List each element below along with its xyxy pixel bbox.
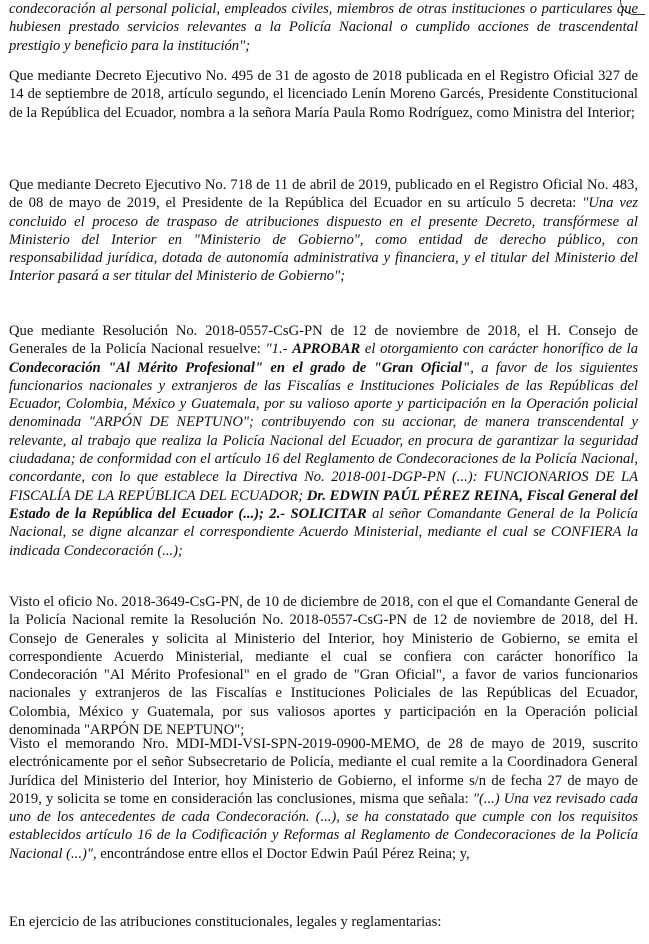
quoted-text: "(...) Una vez revisado cada uno de los antecedentes de cada Condecoración. (...), se ha constatado que cumple con los requisitos establecidos artículo 16 de la Codificación y Reformas al Reglamento de Condecoraciones de la Policía Nacional (...)" — [9, 790, 638, 862]
paragraph-text: Que mediante Resolución No. 2018-0557-CsG-PN de 12 de noviembre de 2018, el H. Consejo de Generales de la Policía Nacional resuelve: — [9, 323, 638, 358]
paragraph-text: Que mediante Decreto Ejecutivo No. 495 de 31 de agosto de 2018 publicada en el Registro Oficial 327 de 14 de septiembre de 2018, artículo segundo, el licenciado Lenín Moreno Garcés, Presidente Constitucional de la República del Ecuador, nombra a la señora María Paula Romo Rodríguez, como Ministra del Interior; — [9, 68, 638, 121]
paragraph-decreto-718 — [9, 176, 638, 286]
bold-quoted-text: APROBAR — [292, 341, 361, 358]
quoted-text: al señor Comandante General de la Policía Nacional, se digne alcanzar el correspondiente Acuerdo Ministerial, mediante el cual se CONFIERA la indicada Condecoración (...); — [9, 505, 638, 559]
paragraph-text: , encontrándose entre ellos el Doctor Edwin Paúl Pérez Reina; y, — [92, 845, 470, 862]
quoted-text: "1.- — [265, 341, 293, 358]
quoted-text: condecoración al personal policial, empleados civiles, miembros de otras instituciones o particulares que hubiesen prestado servicios relevantes a la Policía Nacional o cumplido acciones de trascendental prestigio y beneficio para la institución"; — [9, 1, 638, 54]
paragraph-decreto-495 — [9, 67, 638, 122]
paragraph-continuation — [9, 0, 638, 55]
paragraph-oficio — [9, 593, 638, 739]
quoted-text: "Una vez concluido el proceso de traspaso de atribuciones dispuesto en el presente Decreto, transfórmese al Ministerio del Interior en "Ministerio de Gobierno", como entidad de derecho público, con responsabilidad jurídica, dotada de autonomía administrativa y financiera, y el titular del Ministerio del Interior pasará a ser titular del Ministerio de Gobierno"; — [9, 195, 639, 285]
bold-quoted-text: Condecoración "Al Mérito Profesional" en el grado de "Gran Oficial" — [9, 359, 471, 376]
bold-quoted-text: Dr. EDWIN PAÚL PÉREZ REINA, Fiscal General del Estado de la República del Ecuador (...); 2.- SOLICITAR — [9, 487, 638, 522]
paragraph-resolucion — [9, 322, 638, 560]
quoted-text: , a favor de los siguientes funcionarios nacionales y extranjeros de las Fiscalías e Instituciones Policiales de las Repúblicas del Ecuador, Colombia, México y Guatemala, por su valioso aporte y participación en la Operación policial denominada "ARPÓN DE NEPTUNO"; contribuyendo con su accionar, de manera transcendental y relevante, al trabajo que realiza la Policía Nacional del Ecuador, en procura de garantizar la seguridad ciudadana; de conformidad con el artículo 16 del Reglamento de Condecoraciones de la Policía Nacional, concordante, con lo que establece la Directiva No. 2018-001-DGP-PN (...): FUNCIONARIOS DE LA FISCALÍA DE LA REPÚBLICA DEL ECUADOR; — [9, 359, 639, 504]
paragraph-atribuciones — [9, 913, 638, 931]
quoted-text: el otorgamiento con carácter honorífico de la — [360, 341, 638, 358]
paragraph-text: Que mediante Decreto Ejecutivo No. 718 de 11 de abril de 2019, publicado en el Registro Oficial No. 483, de 08 de mayo de 2019, el Presidente de la República del Ecuador en su artículo 5 decreta: — [9, 177, 638, 212]
paragraph-text: En ejercicio de las atribuciones constitucionales, legales y reglamentarias: — [9, 914, 442, 930]
paragraph-text: Visto el memorando Nro. MDI-MDI-VSI-SPN-2019-0900-MEMO, de 28 de mayo de 2019, suscrito electrónicamente por el señor Subsecretario de Policía, mediante el cual remite a la Coordinadora General Jurídica del Ministerio del Interior, hoy Ministerio de Gobierno, el informe s/n de fecha 27 de mayo de 2019, y solicita se tome en consideración las conclusiones, misma que señala: — [9, 736, 638, 807]
paragraph-memorando — [9, 735, 638, 863]
paragraph-text: Visto el oficio No. 2018-3649-CsG-PN, de 10 de diciembre de 2018, con el que el Comandante General de la Policía Nacional remite la Resolución No. 2018-0557-CsG-PN de 12 de noviembre de 2018, del H. Consejo de Generales y solicita al Ministerio del Interior, hoy Ministerio de Gobierno, se emita el correspondiente Acuerdo Ministerial, mediante el cual se confiera con carácter honorífico la Condecoración "Al Mérito Profesional" en el grado de "Gran Oficial", a favor de varios funcionarios nacionales y extranjeros de las Fiscalías e Instituciones Policiales de las Repúblicas del Ecuador, Colombia, México y Guatemala, por sus valiosos aportes y participación en la Operación policial denominada "ARPÓN DE NEPTUNO"; — [9, 594, 638, 739]
